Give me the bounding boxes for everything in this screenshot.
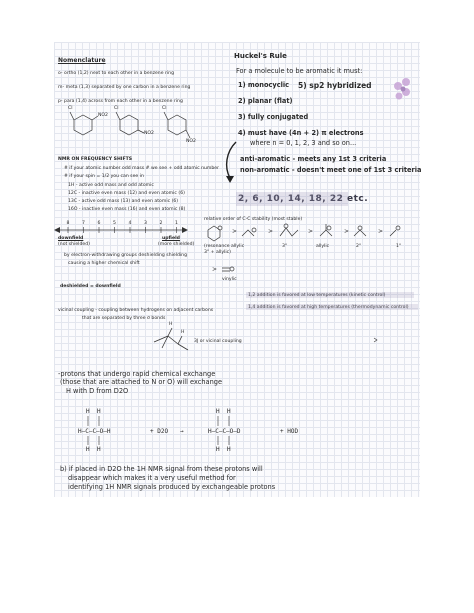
- carbocation-title: relative order of C-C stability (most stable): [204, 217, 303, 222]
- exchange-h-top-2: H: [97, 408, 101, 415]
- carbocation-label: 3°: [282, 244, 288, 249]
- exchange-note-3: identifying 1H NMR signals produced by exchangeable protons: [68, 483, 276, 491]
- vicinal-line-1: vicinal coupling - coupling between hydrogens on adjacent carbons: [58, 308, 214, 313]
- para-cl-label: Cl: [162, 106, 167, 111]
- svg-text:>: >: [212, 266, 218, 273]
- svg-text:>: >: [378, 228, 384, 235]
- nmr-tick-label: 7: [82, 221, 85, 226]
- nmr-rule-4: 12C - inactive even mass (12) and even atomic (6): [68, 191, 185, 196]
- ortho-line: o- ortho (1,2) next to each other in a benzene ring: [58, 71, 174, 76]
- upfield-label: upfield: [162, 236, 180, 241]
- huckel-where: where n = 0, 1, 2, 3 and so on...: [250, 139, 357, 147]
- nmr-tick-label: 8: [66, 221, 70, 226]
- exchange-note-1: b) if placed in D2O the 1H NMR signal from these protons will: [60, 465, 263, 473]
- nmr-tick-label: 3: [144, 221, 147, 226]
- meta-cl-label: Cl: [114, 106, 119, 111]
- addition-note-2: 1,4 addition is favored at high temperatures (thermodynamic control): [248, 305, 409, 310]
- nmr-rule-6: 16O - inactive even mass (16) and even atomic (8): [68, 207, 186, 212]
- para-line: p- para (1,4) across from each other in a benzene ring: [58, 99, 183, 104]
- huckel-rule-5: 5) sp2 hybridized: [298, 81, 372, 90]
- exchange-note-2: disappear which makes it a very useful method for: [68, 474, 236, 482]
- carbocation-label: 2°: [356, 244, 362, 249]
- exchange-arrow: →: [180, 428, 184, 435]
- nmr-tick-label: 6: [97, 221, 101, 226]
- ortho-cl-label: Cl: [68, 106, 73, 111]
- carbocation-resonance: (resonance allylic: [204, 244, 245, 249]
- nmr-rule-3: 1H - active odd mass and odd atomic: [68, 183, 154, 188]
- svg-text:>: >: [308, 228, 314, 235]
- exchange-line-2: (those that are attached to N or O) will exchange: [60, 378, 223, 386]
- notes-sheet: [54, 42, 420, 497]
- vinylic-label: vinylic: [222, 277, 237, 282]
- carbocation-label: 1°: [396, 244, 402, 249]
- vicinal-h-1: H: [169, 322, 173, 327]
- svg-text:>: >: [268, 228, 274, 235]
- anti-aromatic: anti-aromatic - meets any 1st 3 criteria: [240, 155, 387, 163]
- nmr-rules-title: NMR ON FREQUENCY SHIFTS: [58, 157, 133, 162]
- addition-highlights: [54, 42, 420, 497]
- exchange-r-h-top-2: H: [227, 408, 231, 415]
- exchange-plus-d2o: + D2O: [150, 428, 169, 435]
- huckel-numbers: 2, 6, 10, 14, 18, 22 etc.: [238, 194, 369, 204]
- nmr-tick-label: 2: [159, 221, 163, 226]
- huckel-rule-3: 3) fully conjugated: [238, 113, 309, 121]
- non-aromatic: non-aromatic - doesn't meet one of 1st 3 criteria: [240, 166, 422, 174]
- meta-no2-label: NO2: [144, 131, 154, 136]
- exchange-r-h-bot-2: H: [227, 446, 231, 453]
- addition-note-1: 1,2 addition is favored at low temperatures (kinetic control): [248, 293, 386, 298]
- svg-text:>: >: [232, 228, 238, 235]
- meta-line: m- meta (1,3) separated by one carbon in a benzene ring: [58, 85, 191, 90]
- shielding-note-2: causing a higher chemical shift: [68, 261, 140, 266]
- huckel-rule-2: 2) planar (flat): [238, 97, 293, 105]
- exchange-r-h-top-1: H: [216, 408, 220, 415]
- deshielded-note: deshielded = downfield: [60, 284, 121, 289]
- huckel-title: Huckel's Rule: [234, 52, 287, 60]
- nmr-tick-label: 4: [128, 221, 132, 226]
- exchange-right: H—C—C—O—D: [208, 428, 241, 435]
- nmr-rule-1: # if your atomic number odd mass # we see + odd atomic number: [64, 166, 220, 171]
- exchange-line-1: -protons that undergo rapid chemical exchange: [58, 370, 216, 378]
- exchange-h-bot-2: H: [97, 446, 101, 453]
- huckel-rule-4: 4) must have (4n + 2) π electrons: [238, 129, 364, 137]
- svg-text:>: >: [344, 228, 350, 235]
- exchange-left: H—C—C—O—H: [78, 428, 111, 435]
- exchange-line-3: H with D from D2O: [66, 387, 129, 395]
- exchange-r-h-bot-1: H: [216, 446, 220, 453]
- nmr-rule-5: 13C - active odd mass (13) and even atomic (6): [68, 199, 179, 204]
- huckel-intro: For a molecule to be aromatic it must:: [236, 67, 363, 75]
- downfield-sub: (not shielded): [58, 242, 90, 247]
- nomenclature-title: Nomenclature: [58, 57, 106, 64]
- upfield-sub: (more shielded): [158, 242, 195, 247]
- nmr-tick-label: 5: [113, 221, 116, 226]
- shielding-note-1: by electron-withdrawing groups deshielding shielding: [64, 253, 188, 258]
- downfield-label: downfield: [58, 236, 84, 241]
- nmr-rule-2: # if your spin = 1/2 you can see in: [64, 174, 144, 179]
- exchange-h-bot-1: H: [86, 446, 90, 453]
- vicinal-h-2: H: [181, 330, 185, 335]
- nmr-tick-label: 1: [175, 221, 178, 226]
- exchange-h-top-1: H: [86, 408, 90, 415]
- exchange-plus-hod: + HOD: [280, 428, 299, 435]
- vicinal-label: 3J or vicinal coupling: [194, 339, 242, 344]
- carbocation-resonance-2: 3° + allylic): [204, 250, 231, 255]
- huckel-rule-1: 1) monocyclic: [238, 81, 290, 89]
- carbocation-label: allylic: [316, 244, 330, 249]
- vicinal-line-2: that are separated by three σ bonds: [82, 316, 166, 321]
- ortho-no2-label: NO2: [98, 113, 108, 118]
- para-no2-label: NO2: [186, 139, 196, 144]
